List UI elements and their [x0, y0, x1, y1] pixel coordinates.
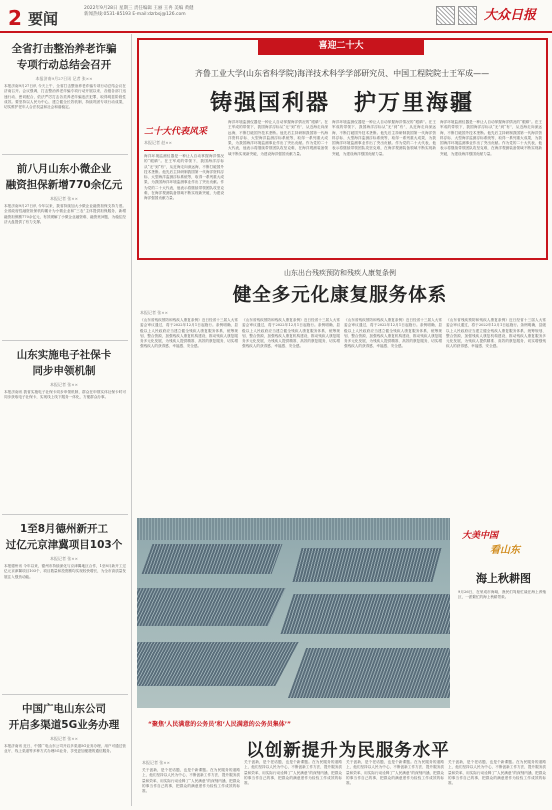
photo-caption: 9月26日，在荣成市海域，渔民们驾船忙碌在海上养殖区，一派繁忙的海上秋耕景象。 — [458, 590, 546, 600]
header-rule — [0, 31, 552, 33]
article-body: 关于创新，是个老话题，也是个新课题。在为民服务的道路上，他们坚持以人民为中心，不断创新工作方法，提升服务质量和效率，用实际行动诠释了“人民满意”的深刻内涵，把群众的事当作自己的事，把群众的满意度作为检验工作成效的标准。 — [346, 760, 444, 786]
article-body: 关于创新，是个老话题，也是个新课题。在为民服务的道路上，他们坚持以人民为中心，不断创新工作方法，提升服务质量和效率，用实际行动诠释了“人民满意”的深刻内涵，把群众的事当作自己的事，把群众的满意度作为检验工作成效的标准。 — [244, 760, 342, 786]
headline[interactable]: 前八月山东小微企业 — [16, 163, 112, 175]
byline: 本报记者 张×× — [142, 760, 170, 765]
article-body: 《山东省残疾预防和残疾人康复条例》近日经省十三届人大常委会审议通过，将于2022年12月1日起施行。条例明确，县级以上人民政府应当建立健全残疾人康复服务体系，统筹规划、整合资源，加强残疾人康复机构建设，推动残疾人康复服务多元化发展，为残疾人提供精准、高效的康复服务，切实增强残疾人的获得感、幸福感、安全感。 — [344, 318, 442, 349]
byline: 本报记者 张×× — [50, 382, 78, 387]
feature-banner: 喜迎二十大 — [258, 38, 424, 55]
feature-subtitle[interactable]: 齐鲁工业大学(山东省科学院)海洋技术科学学部研究员、中国工程院院士王军成—— — [194, 69, 490, 78]
headline[interactable]: 山东实施电子社保卡 — [16, 349, 112, 361]
article-body: 关于创新，是个老话题，也是个新课题。在为民服务的道路上，他们坚持以人民为中心，不断创新工作方法，提升服务质量和效率，用实际行动诠释了“人民满意”的深刻内涵，把群众的事当作自己的事，把群众的满意度作为检验工作成效的标准。 — [142, 768, 240, 794]
byline: 本报记者 张×× — [50, 556, 78, 561]
photo-column-label: 大美中国 — [462, 531, 499, 541]
feature-title[interactable]: 铸强国利器 护万里海疆 — [209, 91, 474, 116]
divider — [2, 340, 128, 341]
article-body: 《山东省残疾预防和残疾人康复条例》近日经省十三届人大常委会审议通过，将于2022年12月1日起施行。条例明确，县级以上人民政府应当建立健全残疾人康复服务体系，统筹规划、整合资源，加强残疾人康复机构建设，推动残疾人康复服务多元化发展，为残疾人提供精准、高效的康复服务，切实增强残疾人的获得感、幸福感、安全感。 — [140, 318, 238, 349]
article-body: 《山东省残疾预防和残疾人康复条例》近日经省十三届人大常委会审议通过，将于2022年12月1日起施行。条例明确，县级以上人民政府应当建立健全残疾人康复服务体系，统筹规划、整合资源，加强残疾人康复机构建设，推动残疾人康复服务多元化发展，为残疾人提供精准、高效的康复服务，切实增强残疾人的获得感、幸福感、安全感。 — [242, 318, 340, 349]
article-body: 本报济南9月27日讯 今天上午，全省打击整治养老诈骗专项行动总结会议在济南召开。会议强调，打击整治养老诈骗专项行动开展以来，各级各部门迅速行动、密切配合，依法严厉打击各类养老诈骗违法犯罪，取得明显阶段性成效。要坚持以人民为中心，建立健全长效机制，持续巩固专项行动成果，切实维护老年人合法权益和社会和谐稳定。 — [4, 84, 126, 110]
byline: 本报记者 张×× — [50, 196, 78, 201]
newspaper-logo: 大众日报 — [484, 8, 537, 23]
qr-code[interactable] — [458, 6, 477, 25]
article-body: 本报济南讯 近日，中国广电山东公司开启多渠道5G业务办理，用户可通过营业厅、线上渠道等多种方式办理5G业务，享受更加便捷的通信服务。 — [4, 744, 126, 754]
column-divider — [131, 34, 132, 806]
qr-code[interactable] — [436, 6, 455, 25]
headline[interactable]: 1至8月德州新开工 — [19, 523, 109, 535]
photo-title[interactable]: 海上秋耕图 — [476, 572, 531, 585]
section-name: 要闻 — [28, 10, 59, 28]
byline: 本报记者 张×× — [50, 736, 78, 741]
aquaculture-photo[interactable] — [137, 518, 450, 708]
headline[interactable]: 全省打击整治养老诈骗 — [11, 43, 117, 55]
photo-column-label: 看山东 — [490, 545, 520, 556]
article-body: 《山东省残疾预防和残疾人康复条例》近日经省十三届人大常委会审议通过，将于2022年12月1日起施行。条例明确，县级以上人民政府应当建立健全残疾人康复服务体系，统筹规划、整合资源，加强残疾人康复机构建设，推动残疾人康复服务多元化发展，为残疾人提供精准、高效的康复服务，切实增强残疾人的获得感、幸福感、安全感。 — [446, 318, 546, 349]
masthead-contact-line: 新闻热线:0531-85193 E-mail:dzrbsj@126.com — [84, 12, 186, 17]
divider — [144, 150, 214, 151]
column-tag: 二十大代表风采 — [144, 127, 208, 137]
article-title[interactable]: 健全多元化康复服务体系 — [232, 285, 448, 306]
page-number: 2 — [8, 6, 22, 30]
headline[interactable]: 过亿元京津冀项目103个 — [5, 539, 123, 551]
headline[interactable]: 中国广电山东公司 — [22, 703, 106, 715]
article-body: 本报济南讯 我省实施电子社保卡同步申领机制，群众在申领实体社保卡时可同步获取电子社保卡，实现线上线下服务一体化，方便群众办事。 — [4, 390, 126, 400]
byline: 本报记者 赵×× — [144, 140, 172, 145]
article-body: 海洋环境监测仪器是一种让人自动掌握海洋情况的“眼睛”。在王军成的带领下，我国海洋浮标从“无”到“有”，从近海走向深远海，不断打破国外技术垄断。他先后主持研制我国第一代海洋资料浮标、大型海洋监测浮标系统等，取得一系列重大成果，为我国海洋环境监测事业作出了突出贡献。作为党的二十大代表，他表示将继续带领团队攻坚克难，在海洋观测装备领域不断实现新突破，为建设海洋强国贡献力量。 — [332, 120, 436, 156]
article-body: 本报济南9月27日讯 今年以来，我省持续加大小微企业融资担保支持力度。全省政府性融资担保机构累计为小微企业和“三农”主体提供担保服务，新增融资担保额770余亿元，有效缓解了小微企业融资难、融资贵问题，为稳住经济大盘提供了有力支撑。 — [4, 204, 126, 224]
divider — [2, 154, 128, 155]
byline: 本报记者 张×× — [140, 310, 168, 315]
article-body: 海洋环境监测仪器是一种让人自动掌握海洋情况的“眼睛”。在王军成的带领下，我国海洋浮标从“无”到“有”，从近海走向深远海，不断打破国外技术垄断。他先后主持研制我国第一代海洋资料浮标、大型海洋监测浮标系统等，取得一系列重大成果，为我国海洋环境监测事业作出了突出贡献。作为党的二十大代表，他表示将继续带领团队攻坚克难，在海洋观测装备领域不断实现新突破，为建设海洋强国贡献力量。 — [144, 154, 224, 201]
article-kicker: “聚焦‘人民满意的公务员’和‘人民满意的公务员集体’” — [148, 721, 292, 728]
article-kicker: 山东出台残疾预防和残疾人康复条例 — [284, 269, 396, 277]
divider — [2, 694, 128, 695]
headline[interactable]: 开启多渠道5G业务办理 — [8, 719, 120, 731]
byline: 本报济南9月27日讯 记者 张×× — [35, 76, 93, 81]
article-body: 海洋环境监测仪器是一种让人自动掌握海洋情况的“眼睛”。在王军成的带领下，我国海洋浮标从“无”到“有”，从近海走向深远海，不断打破国外技术垄断。他先后主持研制我国第一代海洋资料浮标、大型海洋监测浮标系统等，取得一系列重大成果，为我国海洋环境监测事业作出了突出贡献。作为党的二十大代表，他表示将继续带领团队攻坚克难，在海洋观测装备领域不断实现新突破，为建设海洋强国贡献力量。 — [228, 120, 328, 156]
article-body: 海洋环境监测仪器是一种让人自动掌握海洋情况的“眼睛”。在王军成的带领下，我国海洋浮标从“无”到“有”，从近海走向深远海，不断打破国外技术垄断。他先后主持研制我国第一代海洋资料浮标、大型海洋监测浮标系统等，取得一系列重大成果，为我国海洋环境监测事业作出了突出贡献。作为党的二十大代表，他表示将继续带领团队攻坚克难，在海洋观测装备领域不断实现新突破，为建设海洋强国贡献力量。 — [440, 120, 542, 156]
article-title[interactable]: 以创新提升为民服务水平 — [246, 741, 450, 761]
headline[interactable]: 专项行动总结会召开 — [16, 59, 112, 71]
headline[interactable]: 融资担保新增770余亿元 — [5, 179, 123, 191]
masthead-meta — [84, 6, 194, 18]
headline[interactable]: 同步申领机制 — [32, 365, 96, 377]
masthead-date-line: 2022年9月28日 星期三 责任编辑 王丽 王冉 美编 黄健 — [84, 6, 194, 11]
divider — [2, 514, 128, 515]
article-body: 关于创新，是个老话题，也是个新课题。在为民服务的道路上，他们坚持以人民为中心，不断创新工作方法，提升服务质量和效率，用实际行动诠释了“人民满意”的深刻内涵，把群众的事当作自己的事，把群众的满意度作为检验工作成效的标准。 — [448, 760, 546, 786]
article-body: 本报德州讯 今年以来，德州市持续深化与京津冀地区合作，1至8月新开工过亿元京津冀项目103个，项目数量和投资额均实现较快增长，为全市高质量发展注入强劲动能。 — [4, 564, 126, 579]
